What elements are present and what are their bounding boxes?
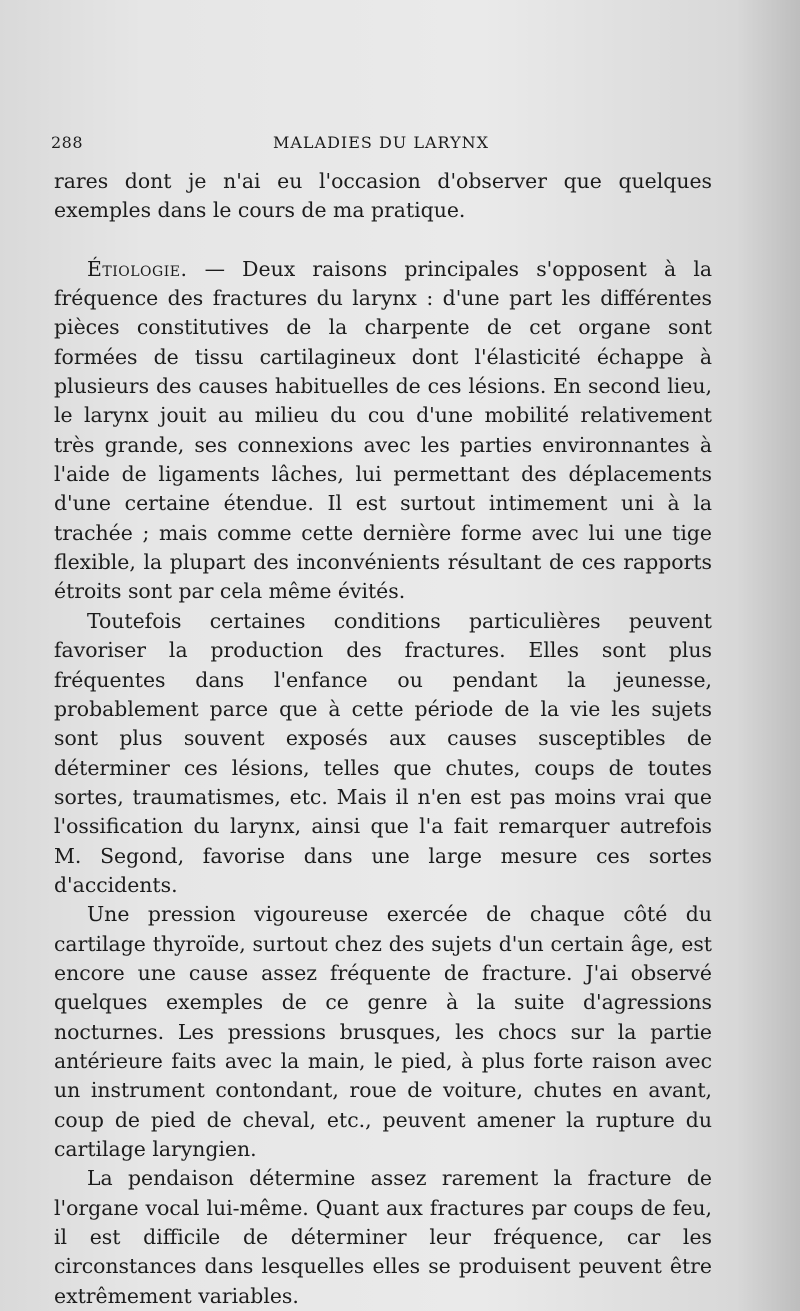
paragraph-conditions: Toutefois certaines conditions particulières peuvent favoriser la production des fractures. Elles sont plus fréquentes dans l'enfance ou pendant la jeunesse, probablement parce que à cette période de la vie les sujets sont plus souvent exposés aux causes susceptibles de déterminer ces lésions, telles que chutes, coups de toutes sortes, traumatismes, etc. Mais il n'en est pas moins vrai que l'ossification du larynx, ainsi que l'a fait remarquer autrefois M. Segond, favorise dans une large mesure ces sortes d'accidents. [54, 608, 712, 897]
paragraph-etiology [54, 255, 712, 607]
page-number: 288 [51, 133, 84, 152]
running-head [51, 133, 711, 157]
paragraph-pressure: Une pression vigoureuse exercée de chaque côté du cartilage thyroïde, surtout chez des sujets d'un certain âge, est encore une cause assez fréquente de fracture. J'ai observé quelques exemples de ce genre à la suite d'agressions nocturnes. Les pressions brusques, les chocs sur la partie antérieure faits avec la main, le pied, à plus forte raison avec un instrument contondant, roue de voiture, chutes en avant, coup de pied de cheval, etc., peuvent amener la rupture du cartilage laryngien. [54, 902, 712, 1161]
section-gap [54, 226, 712, 255]
paragraph-continuation: rares dont je n'ai eu l'occasion d'observer que quelques exemples dans le cours de ma pratique. [54, 169, 712, 223]
section-heading-etiologie: Étiologie. [87, 256, 188, 281]
paragraph-etiology-text: — Deux raisons principales s'opposent à la fréquence des fractures du larynx : d'une part les différentes pièces constitutives de la charpente de cet organe sont formées de tissu cartilagineux dont l'élasticité échappe à plusieurs des causes habituelles de ces lésions. En second lieu, le larynx jouit au milieu du cou d'une mobilité relativement très grande, ses connexions avec les parties environnantes à l'aide de ligaments lâches, lui permettant des déplacements d'une certaine étendue. Il est surtout intimement uni à la trachée ; mais comme cette dernière forme avec lui une tige flexible, la plupart des inconvénients résultant de ces rapports étroits sont par cela même évités. [54, 256, 712, 604]
body-text [54, 167, 712, 1311]
paragraph-hanging: La pendaison détermine assez rarement la fracture de l'organe vocal lui-même. Quant aux fractures par coups de feu, il est difficile de déterminer leur fréquence, car les circonstances dans lesquelles elles se produisent peuvent être extrêmement variables. [54, 1166, 712, 1308]
running-title: MALADIES DU LARYNX [272, 133, 490, 152]
